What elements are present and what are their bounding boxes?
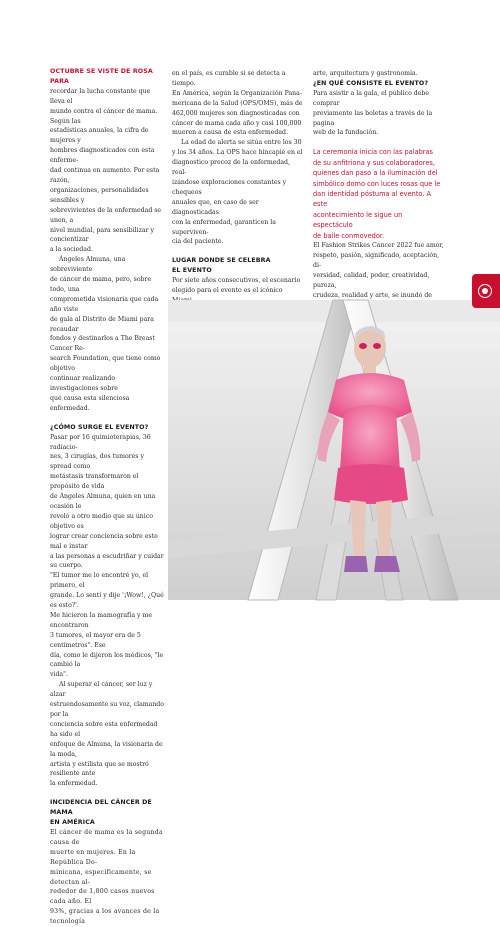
text-line: a la sociedad. [50,246,93,254]
text-line: continuar realizando investigaciones sobre [50,375,118,392]
text-line: sobrevivientes de la enfermedad se unen, a [50,206,162,224]
text-line: mericana de la Salud (OPS/OMS), más de [172,99,303,107]
text-line: en el país, es curable si se detecta a tiempo. [172,70,286,87]
text-line: EN AMÉRICA [50,819,95,827]
almuna-paragraph [50,255,165,414]
text-line: La ceremonia inicia con las palabras [313,148,433,157]
text-line: fondos y destinarlos a The Breast Cancer Re- [50,335,155,353]
text-line: En América, según la Organización Pana- [172,89,302,97]
text-line: Por siete años consecutivos, el escenario [172,277,301,285]
text-line: mundo contra el cáncer de mama. Según las [50,107,158,125]
text-line: nivel mundial, para sensibilizar y concientizar [50,226,154,244]
text-line: simbólico domo con luces rosas que le [313,179,441,188]
text-line: metástasis transformaron el propósito de vida [50,473,139,491]
text-line: El Fashion Strikes Cancer 2022 fue amor, [313,242,444,249]
text-line: dad continua en aumento. Por esta razón, [50,167,160,184]
text-line: muerte en mujeres. En la República Do- [50,848,136,866]
text-line: web de la fundación. [313,129,379,137]
text-line: reveló a otro medio que su único objetivo es [50,512,153,530]
origin-paragraph [50,433,165,681]
text-line: nes, 3 cirugías, dos tumores y spread como [50,453,144,471]
text-line: dan identidad póstuma al evento. A este [313,189,432,209]
text-line: hombres diagnosticados con esta enferme- [50,147,155,165]
section-heading [172,256,303,276]
section-tab [472,274,500,308]
text-line: a las personas a escudriñar y cuidar su cuerpo. [50,552,164,570]
text-line: anuales que, en caso de ser diagnosticadas [172,198,259,216]
text-line: 462,000 mujeres son diagnosticadas con [172,109,300,117]
record-dot-icon [482,288,488,294]
text-line: con la enfermedad, garanticen la superviven- [172,218,276,236]
section-heading: OCTUBRE SE VISTE DE ROSA PARA [50,68,153,85]
text-line: La edad de alerta se sitúa entre los 30 [181,139,302,147]
text-line: minicana, específicamente, se detectan al- [50,868,152,886]
text-line: comprometida visionaria que cada año viste [50,295,159,313]
article-column-1 [50,67,165,927]
text-line: estruendosamente su voz, clamando por la [50,701,164,718]
text-line: lograr crear conciencia sobre este mal e instar [50,532,158,550]
text-line: El cáncer de mama es la segunda causa de [50,828,163,846]
text-line: INCIDENCIA DEL CÁNCER DE MAMA [50,799,152,817]
text-line: y los 34 años. La OPS hace hincapié en el [172,149,303,157]
text-line: día, como le dijeron los médicos, "le cambió la [50,651,164,669]
text-line: mueren a causa de esta enfermedad. [172,129,288,137]
text-line: Me hicieron la mamografía y me encontraron [50,611,152,629]
statistics-paragraph [172,69,303,138]
text-line: 93%, gracias a los avances de la tecnología [50,908,160,926]
text-line: qué causa esta silenciosa enfermedad. [50,394,130,412]
text-line: 3 tumores, el mayor era de 5 centímetros". Ese [50,631,141,649]
text-line: izándose exploraciones constantes y chequeos [172,178,287,196]
text-line: LUGAR DONDE SE CELEBRA [172,257,271,265]
text-line: recordar la lucha constante que lleva el [50,87,151,105]
event-photo [168,300,500,600]
mission-paragraph [50,680,165,789]
text-line: search Foundation, que tiene como objetivo [50,355,161,373]
venue-paragraph-end [313,69,444,79]
text-line: vida". [50,671,68,679]
ceremony-lead-paragraph [313,147,444,241]
text-line: artista y estilista que se mostró resiliente ante [50,760,149,778]
text-line: de Ángeles Almuna, quien en una ocasión le [50,493,156,510]
text-line: quienes dan paso a la iluminación del [313,169,438,178]
text-line: rededor de 1,800 casos nuevos cada año. El [50,888,155,906]
text-line: crudeza, realidad y arte, se inundó de [313,291,432,299]
tickets-paragraph [313,89,444,139]
text-line: diagnostico precoz de la enfermedad, real- [172,159,290,177]
section-heading: ¿CÓMO SURGE EL EVENTO? [50,423,149,431]
text-line: grande. Lo sentí y dije '¡Wow!, ¿Qué es esto?'. [50,592,164,610]
intro-paragraph [50,87,165,255]
incidence-paragraph [50,828,165,927]
text-line: respeto, pasión, significado, aceptación, di- [313,251,440,269]
text-line: Ángeles Almuna, una sobreviviente [50,256,126,274]
section-heading: ¿EN QUÉ CONSISTE EL EVENTO? [313,79,429,87]
text-line: previamente las boletas a través de la pagina [313,109,433,127]
text-line: estadísticas anuales, la cifra de mujeres y [50,127,149,145]
text-line: enfoque de Almuna, la visionaria de la moda, [50,740,163,758]
text-line: versidad, calidad, poder, creatividad, pureza, [313,271,430,289]
age-alert-paragraph [172,138,303,247]
text-line: de baile conmovedor. [313,231,385,240]
text-line: la enfermedad. [50,780,98,788]
text-line: organizaciones, personalidades sensibles y [50,186,149,204]
text-line: acontecimiento le sigue un espectáculo [313,210,403,230]
text-line: elegido para el evento es el icónico [172,287,283,295]
text-line: "El tumor me lo encontré yo, el primero, el [50,572,149,590]
text-line: EL EVENTO [172,267,212,275]
text-line: cáncer de mama cada año y casi 100,000 [172,119,302,127]
text-line: de gala al Distrito de Miami para recaudar [50,315,154,333]
text-line: Pasar por 16 quimioterapias, 36 radiacio- [50,433,151,451]
text-line: de su anfitriona y sus colaboradores, [313,158,435,167]
text-line: arte, arquitectura y gastronomía. [313,70,418,77]
text-line: conciencia sobre esta enfermedad ha sido el [50,720,158,738]
text-line: de cáncer de mama, pero, sobre todo, una [50,276,152,293]
text-line: Para asistir a la gala, el público debe comprar [313,89,430,107]
text-line: Al superar el cáncer, ser luz y alzar [50,681,153,699]
section-heading [50,798,165,828]
text-line: cia del paciente. [172,238,224,246]
